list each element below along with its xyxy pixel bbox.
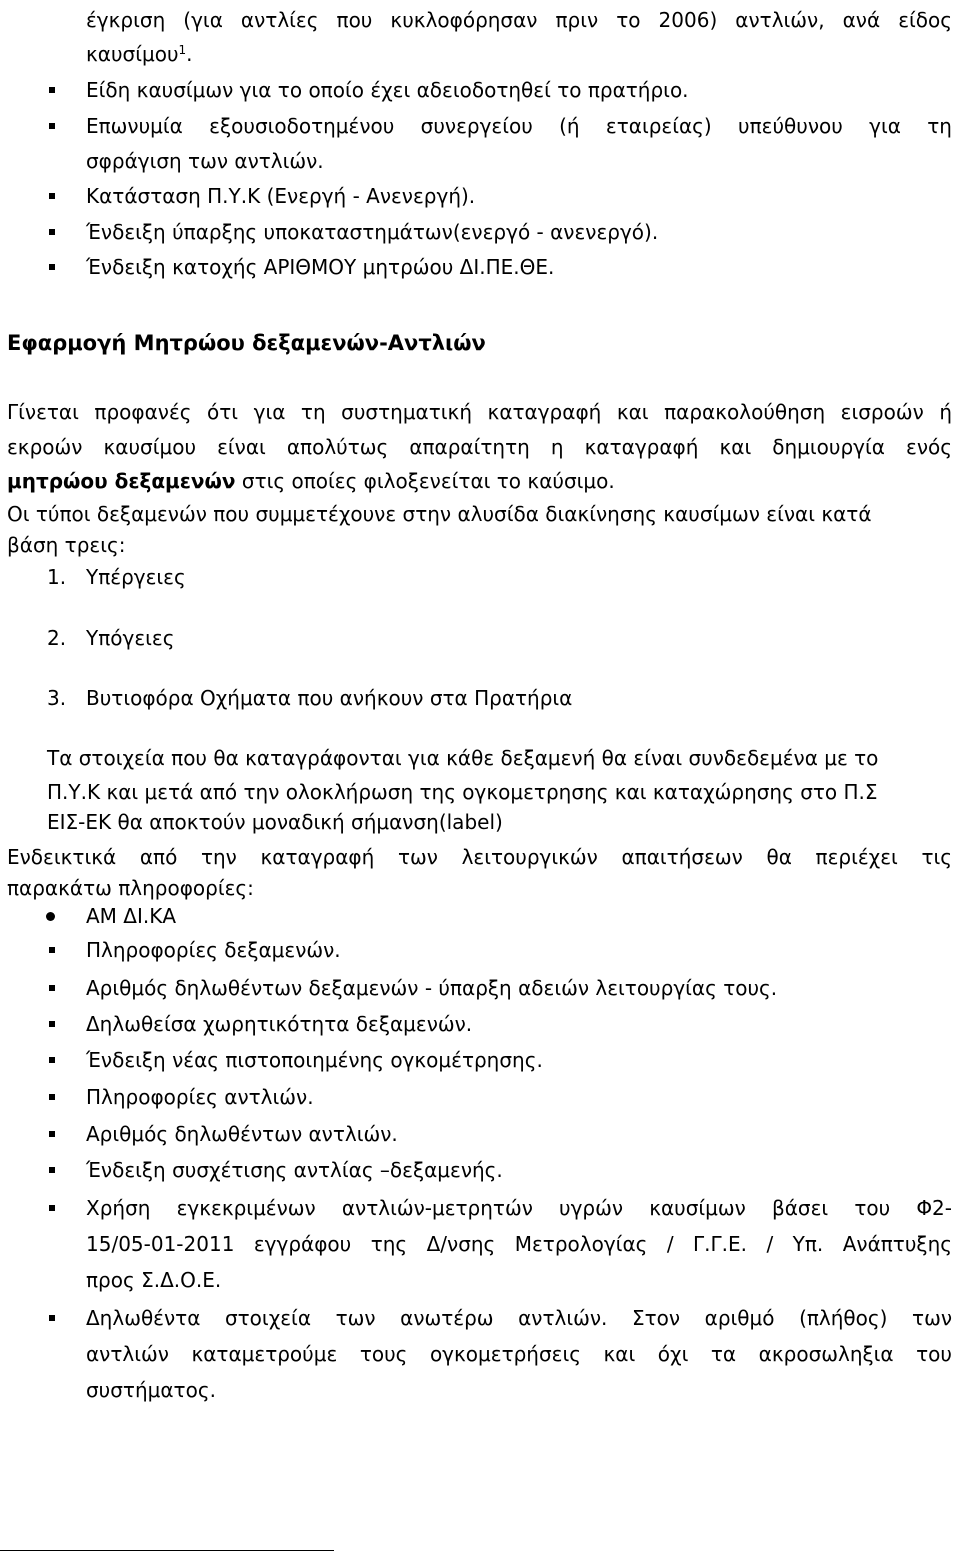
paragraph-line: βάση τρεις: (7, 533, 126, 557)
square-bullet-icon (49, 1315, 55, 1321)
bullet-item: Πληροφορίες δεξαμενών. (86, 938, 341, 962)
bullet-item: Επωνυμία εξουσιοδοτημένου συνεργείου (ή εταιρείας) υπεύθυνου για τη (86, 114, 952, 138)
footnote-marker[interactable]: 1 (178, 43, 187, 57)
paragraph-line: παρακάτω πληροφορίες: (7, 876, 254, 900)
bullet-item: Δηλωθέντα στοιχεία των ανωτέρω αντλιών. Στον αριθμό (πλήθος) των (86, 1306, 952, 1330)
square-bullet-icon (49, 947, 55, 953)
square-bullet-icon (49, 229, 55, 235)
bullet-item-continuation: προς Σ.Δ.Ο.Ε. (86, 1268, 222, 1292)
bullet-item: Είδη καυσίμων για το οποίο έχει αδειοδοτηθεί το πρατήριο. (86, 78, 689, 102)
intro-line-2-end: . (186, 42, 193, 66)
paragraph-line: εκροών καυσίμου είναι απολύτως απαραίτητη η καταγραφή και δημιουργία ενός (7, 435, 952, 459)
intro-line-2 (86, 37, 193, 71)
paragraph-line: Οι τύποι δεξαμενών που συμμετέχουνε στην αλυσίδα διακίνησης καυσίμων είναι κατά (7, 502, 872, 526)
bullet-item: Ένδειξη κατοχής ΑΡΙΘΜΟΥ μητρώου ΔΙ.ΠΕ.ΘΕ. (86, 255, 555, 279)
numbered-item: Υπέργειες (86, 565, 186, 589)
square-bullet-icon (49, 1167, 55, 1173)
square-bullet-icon (49, 1021, 55, 1027)
square-bullet-icon (49, 193, 55, 199)
paragraph-line: Ενδεικτικά από την καταγραφή των λειτουργικών απαιτήσεων θα περιέχει τις (7, 845, 952, 869)
list-number: 1. (47, 565, 67, 589)
numbered-item: Υπόγειες (86, 626, 175, 650)
square-bullet-icon (49, 87, 55, 93)
section-heading: Εφαρμογή Μητρώου δεξαμενών-Αντλιών (7, 331, 486, 355)
paragraph-text: στις οποίες φιλοξενείται το καύσιμο. (235, 469, 615, 493)
bullet-item: Πληροφορίες αντλιών. (86, 1085, 314, 1109)
bullet-item-continuation: σφράγιση των αντλιών. (86, 149, 324, 173)
footnote-separator (0, 1550, 334, 1551)
bullet-item: Κατάσταση Π.Υ.Κ (Ενεργή - Ανενεργή). (86, 184, 476, 208)
intro-line-1: έγκριση (για αντλίες που κυκλοφόρησαν πριν το 2006) αντλιών, ανά είδος (86, 8, 952, 32)
square-bullet-icon (49, 1131, 55, 1137)
paragraph-line: Γίνεται προφανές ότι για τη συστηματική καταγραφή και παρακολούθηση εισροών ή (7, 400, 952, 424)
bullet-item-continuation: συστήματος. (86, 1378, 216, 1402)
bullet-item-continuation: αντλιών καταμετρούμε τους ογκομετρήσεις και όχι τα ακροσωληξια του (86, 1342, 952, 1366)
round-bullet-icon (46, 912, 55, 921)
bullet-item: Χρήση εγκεκριμένων αντλιών-μετρητών υγρών καυσίμων βάσει του Φ2- (86, 1196, 952, 1220)
bullet-item: Ένδειξη νέας πιστοποιημένης ογκομέτρησης. (86, 1048, 543, 1072)
square-bullet-icon (49, 1057, 55, 1063)
bullet-item: Ένδειξη συσχέτισης αντλίας –δεξαμενής. (86, 1158, 503, 1182)
square-bullet-icon (49, 123, 55, 129)
paragraph-line: ΕΙΣ-ΕΚ θα αποκτούν μοναδική σήμανση(label) (47, 810, 503, 834)
intro-line-2-text: καυσίμου (86, 42, 179, 66)
paragraph-line (7, 464, 615, 498)
list-number: 3. (47, 686, 67, 710)
bullet-item: Ένδειξη ύπαρξης υποκαταστημάτων(ενεργό - ανενεργό). (86, 220, 659, 244)
bullet-item-continuation: 15/05-01-2011 εγγράφου της Δ/νσης Μετρολογίας / Γ.Γ.Ε. / Υπ. Ανάπτυξης (86, 1232, 952, 1256)
square-bullet-icon (49, 1205, 55, 1211)
paragraph-line: Τα στοιχεία που θα καταγράφονται για κάθε δεξαμενή θα είναι συνδεδεμένα με το (47, 746, 879, 770)
bullet-item: Αριθμός δηλωθέντων δεξαμενών - ύπαρξη αδειών λειτουργίας τους. (86, 976, 778, 1000)
bullet-item: Αριθμός δηλωθέντων αντλιών. (86, 1122, 398, 1146)
square-bullet-icon (49, 985, 55, 991)
list-number: 2. (47, 626, 67, 650)
numbered-item: Βυτιοφόρα Οχήματα που ανήκουν στα Πρατήρια (86, 686, 573, 710)
square-bullet-icon (49, 1094, 55, 1100)
paragraph-line: Π.Υ.Κ και μετά από την ολοκλήρωση της ογκομετρησης και καταχώρησης στο Π.Σ (47, 780, 878, 804)
square-bullet-icon (49, 264, 55, 270)
bullet-item: ΑΜ ΔΙ.ΚΑ (86, 904, 177, 928)
bold-term: μητρώου δεξαμενών (7, 469, 236, 493)
bullet-item: Δηλωθείσα χωρητικότητα δεξαμενών. (86, 1012, 473, 1036)
